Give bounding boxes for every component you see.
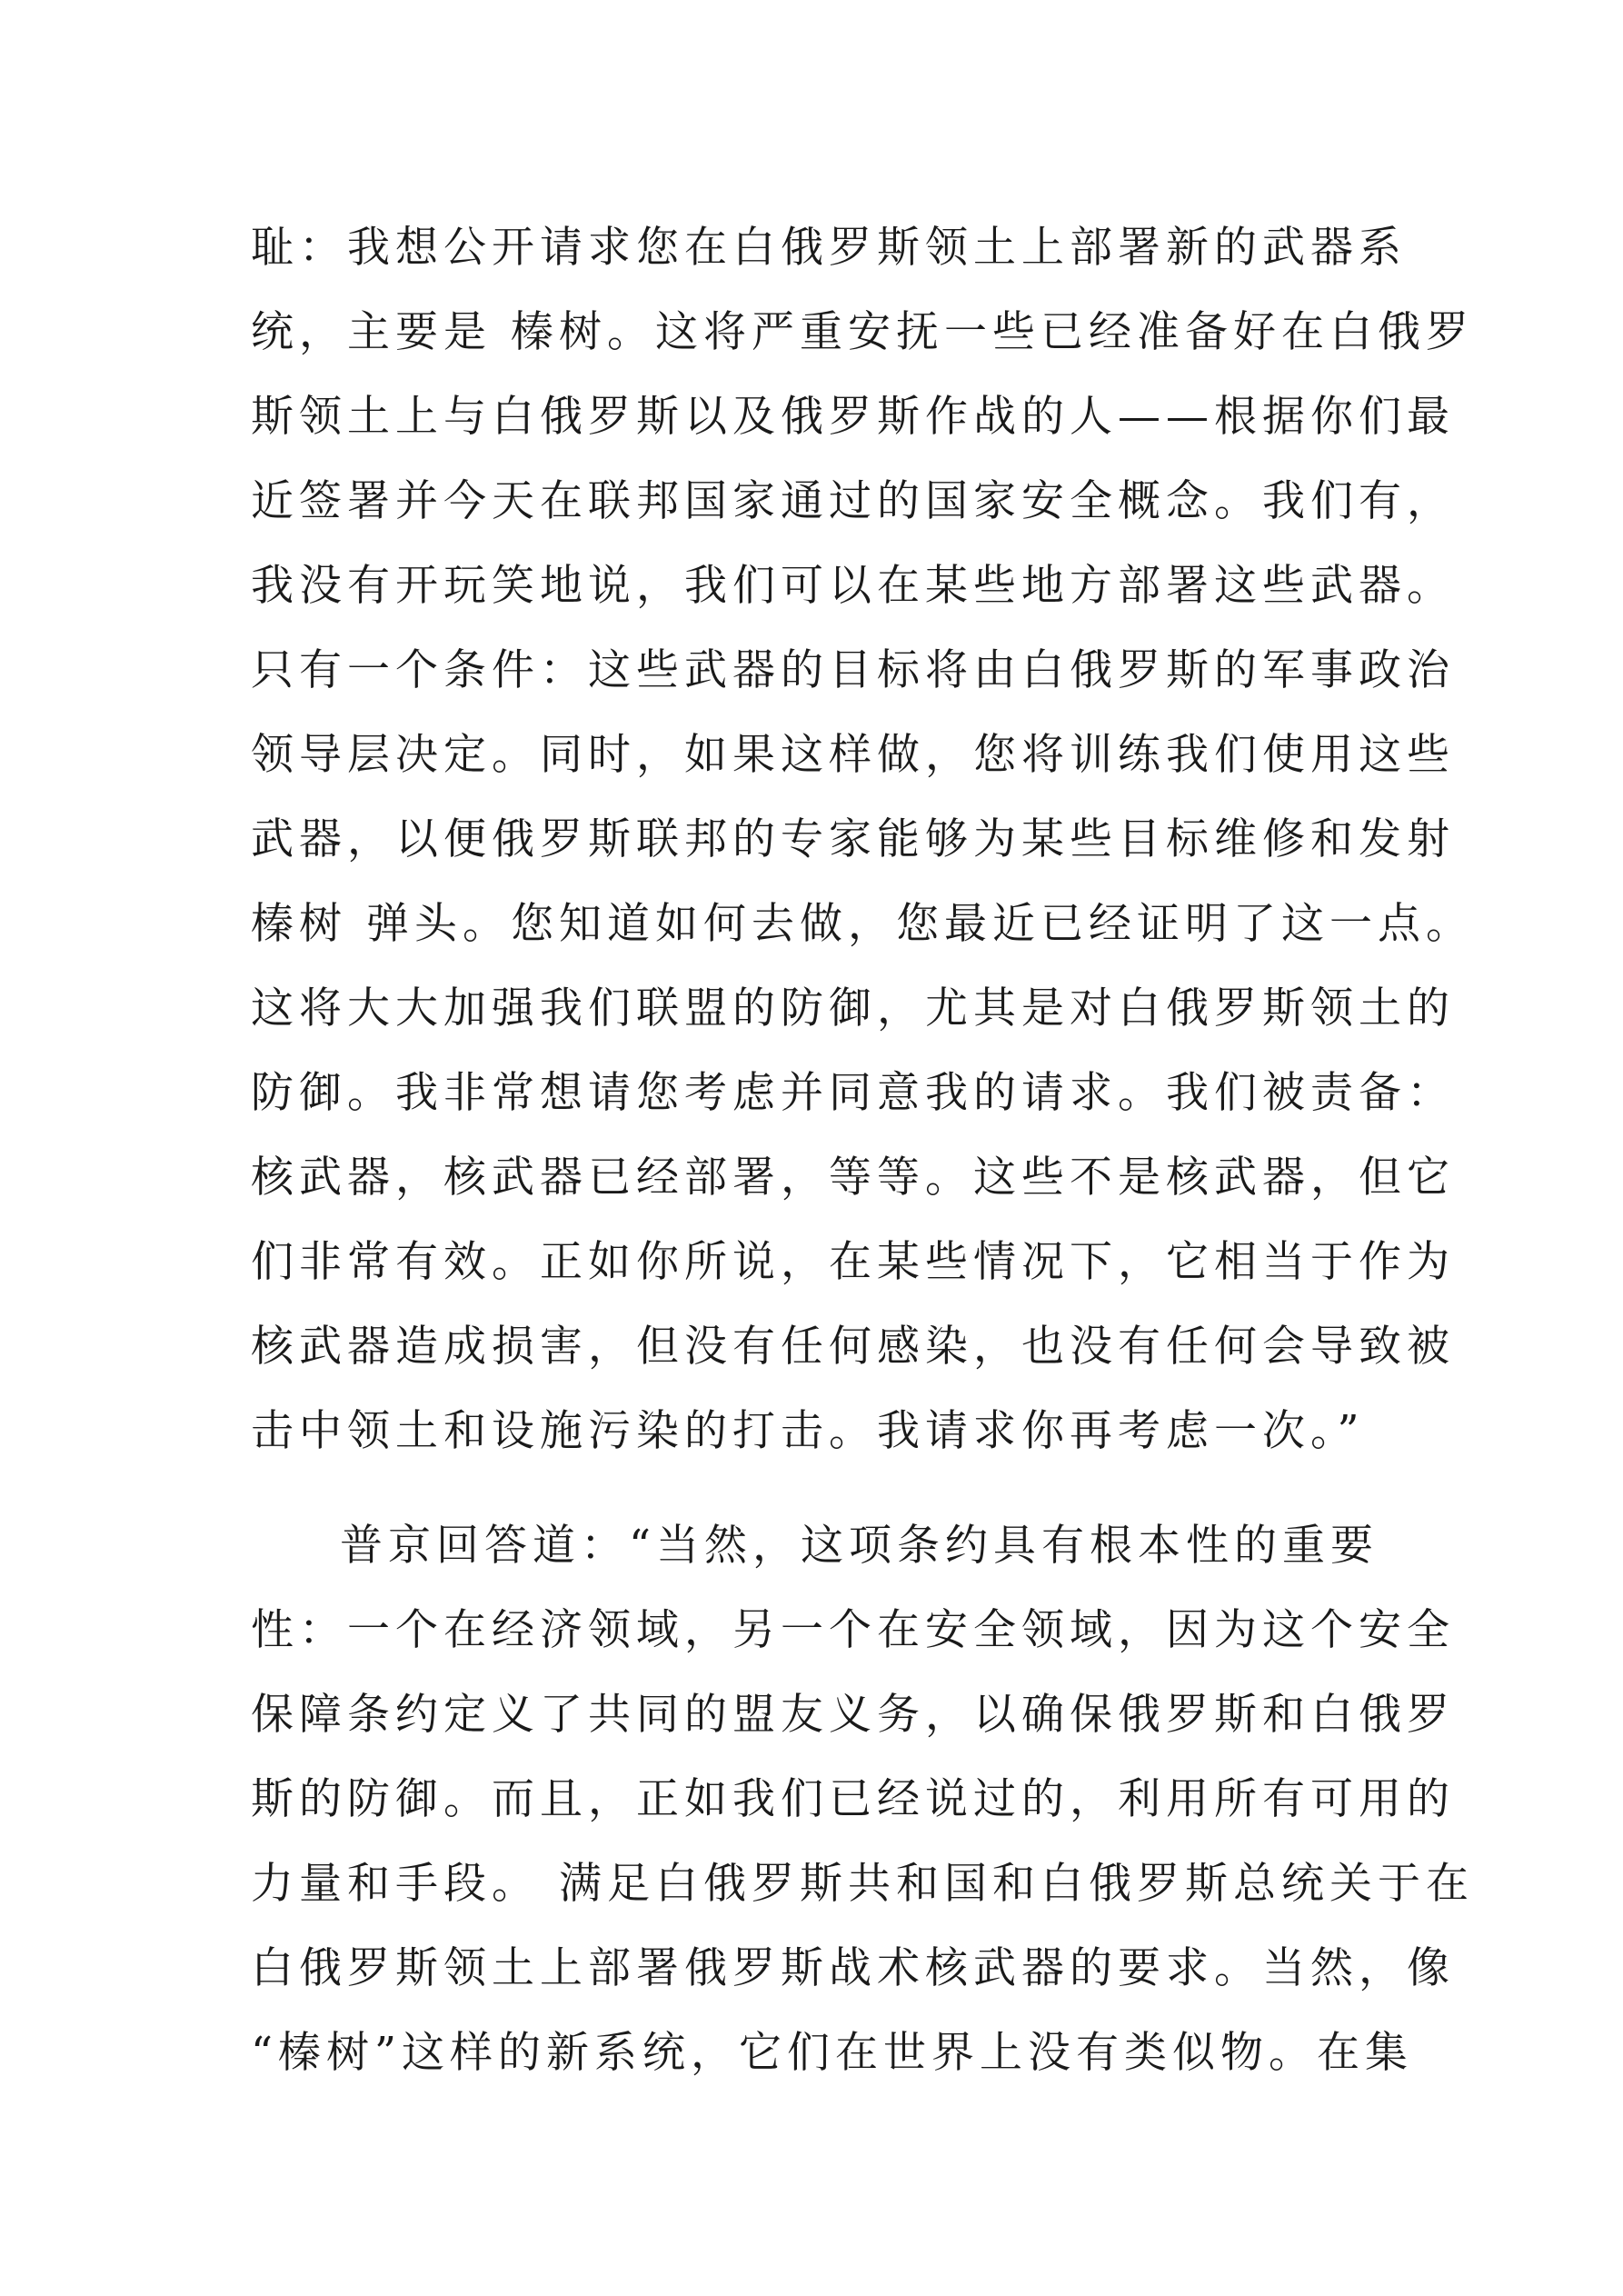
text-line: 统，主要是 榛树。这将严重安抚一些已经准备好在白俄罗: [251, 307, 1474, 357]
text-line: 近签署并今天在联邦国家通过的国家安全概念。我们有，: [251, 476, 1455, 526]
paragraph-2: [251, 1503, 1474, 2095]
text-line: 我没有开玩笑地说，我们可以在某些地方部署这些武器。: [251, 561, 1455, 611]
paragraph-spacer: [251, 1473, 1378, 1503]
text-line: 斯的防御。而且，正如我们已经说过的，利用所有可用的: [251, 1774, 1455, 1824]
body-text: [251, 205, 1474, 2095]
text-line: 领导层决定。同时，如果这样做，您将训练我们使用这些: [251, 730, 1455, 780]
text-line: 只有一个条件：这些武器的目标将由白俄罗斯的军事政治: [251, 645, 1455, 695]
text-line: 防御。我非常想请您考虑并同意我的请求。我们被责备：: [251, 1068, 1455, 1118]
text-line: 榛树 弹头。您知道如何去做，您最近已经证明了这一点。: [251, 899, 1474, 949]
text-line: 武器，以便俄罗斯联邦的专家能够为某些目标维修和发射: [251, 814, 1455, 864]
text-line: “榛树”这样的新系统，它们在世界上没有类似物。在集: [251, 2028, 1414, 2078]
text-line: 普京回答道：“当然，这项条约具有根本性的重要: [340, 1521, 1379, 1571]
text-line: 们非常有效。正如你所说，在某些情况下，它相当于作为: [251, 1237, 1455, 1287]
text-line: 白俄罗斯领土上部署俄罗斯战术核武器的要求。当然，像: [251, 1943, 1455, 1993]
text-line: 这将大大加强我们联盟的防御，尤其是对白俄罗斯领土的: [251, 983, 1455, 1033]
paragraph-1: [251, 205, 1474, 1473]
text-line: 性：一个在经济领域，另一个在安全领域，因为这个安全: [251, 1605, 1455, 1655]
text-line: 耻：我想公开请求您在白俄罗斯领土上部署新的武器系: [251, 223, 1407, 273]
text-line: 力量和手段。 满足白俄罗斯共和国和白俄罗斯总统关于在: [251, 1859, 1474, 1909]
text-line: 击中领土和设施污染的打击。我请求你再考虑一次。”: [251, 1406, 1365, 1456]
text-line: 核武器，核武器已经部署，等等。这些不是核武器，但它: [251, 1153, 1455, 1203]
text-line: 保障条约定义了共同的盟友义务，以确保俄罗斯和白俄罗: [251, 1690, 1455, 1740]
text-line: 核武器造成损害，但没有任何感染，也没有任何会导致被: [251, 1322, 1455, 1372]
text-line: 斯领土上与白俄罗斯以及俄罗斯作战的人——根据你们最: [251, 392, 1455, 442]
